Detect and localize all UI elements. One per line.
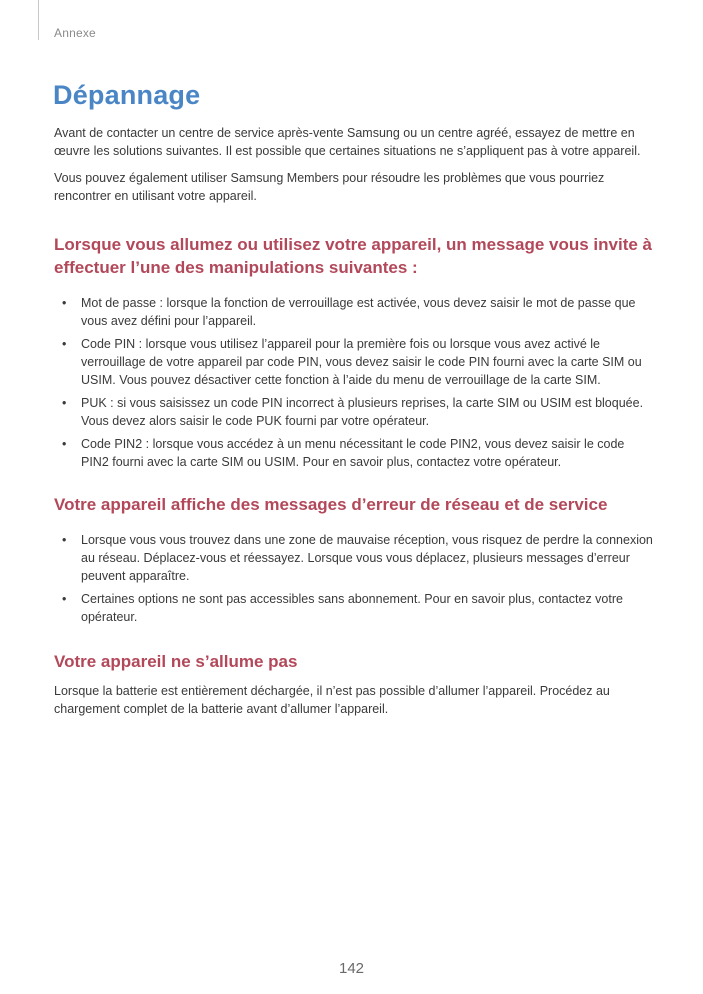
list-item <box>54 435 654 471</box>
section-label: Annexe <box>54 26 96 40</box>
list-item-text: PUK : si vous saisissez un code PIN incorrect à plusieurs reprises, la carte SIM ou USIM est bloquée. Vous devez alors saisir le code PUK fourni par votre opérateur. <box>81 396 644 428</box>
list-item-text: Code PIN : lorsque vous utilisez l’appareil pour la première fois ou lorsque vous avez activé le verrouillage de votre appareil par code PIN, vous devez saisir le code PIN fourni avec la carte SIM ou USIM. Vous pouvez désactiver cette fonction à l’aide du menu de verrouillage de la carte SIM. <box>81 337 642 387</box>
list-item <box>54 531 654 585</box>
bullet-icon: • <box>62 337 67 351</box>
bullet-list <box>54 294 654 471</box>
bullet-icon: • <box>62 437 67 451</box>
bullet-icon: • <box>62 533 67 547</box>
list-item <box>54 590 654 626</box>
intro-paragraph: Avant de contacter un centre de service après-vente Samsung ou un centre agréé, essayez de mettre en œuvre les solutions suivantes. Il est possible que certaines situations ne s’appliquent pas à votre appareil. <box>54 126 641 158</box>
bullet-list <box>54 531 654 626</box>
bullet-icon: • <box>62 296 67 310</box>
list-item <box>54 294 654 330</box>
bullet-icon: • <box>62 592 67 606</box>
main-content <box>54 124 654 727</box>
margin-rule <box>38 0 39 40</box>
section-heading: Votre appareil affiche des messages d’erreur de réseau et de service <box>54 495 608 514</box>
section-heading: Lorsque vous allumez ou utilisez votre appareil, un message vous invite à effectuer l’une des manipulations suivantes : <box>54 235 653 277</box>
intro-paragraph: Vous pouvez également utiliser Samsung Members pour résoudre les problèmes que vous pourriez rencontrer en utilisant votre appareil. <box>54 171 605 203</box>
list-item-text: Code PIN2 : lorsque vous accédez à un menu nécessitant le code PIN2, vous devez saisir le code PIN2 fourni avec la carte SIM ou USIM. Pour en savoir plus, contactez votre opérateur. <box>81 437 625 469</box>
list-item <box>54 394 654 430</box>
list-item <box>54 335 654 389</box>
section-paragraph: Lorsque la batterie est entièrement déchargée, il n’est pas possible d’allumer l’appareil. Procédez au chargement complet de la batterie avant d’allumer l’appareil. <box>54 684 610 716</box>
section-heading: Votre appareil ne s’allume pas <box>54 652 298 671</box>
list-item-text: Certaines options ne sont pas accessibles sans abonnement. Pour en savoir plus, contactez votre opérateur. <box>81 592 623 624</box>
bullet-icon: • <box>62 396 67 410</box>
page-number: 142 <box>338 960 365 977</box>
list-item-text: Lorsque vous vous trouvez dans une zone de mauvaise réception, vous risquez de perdre la connexion au réseau. Déplacez-vous et réessayez. Lorsque vous vous déplacez, plusieurs messages d’erreur peuvent apparaître. <box>81 533 653 583</box>
list-item-text: Mot de passe : lorsque la fonction de verrouillage est activée, vous devez saisir le mot de passe que vous avez défini pour l’appareil. <box>81 296 636 328</box>
page-title: Dépannage <box>53 80 201 110</box>
